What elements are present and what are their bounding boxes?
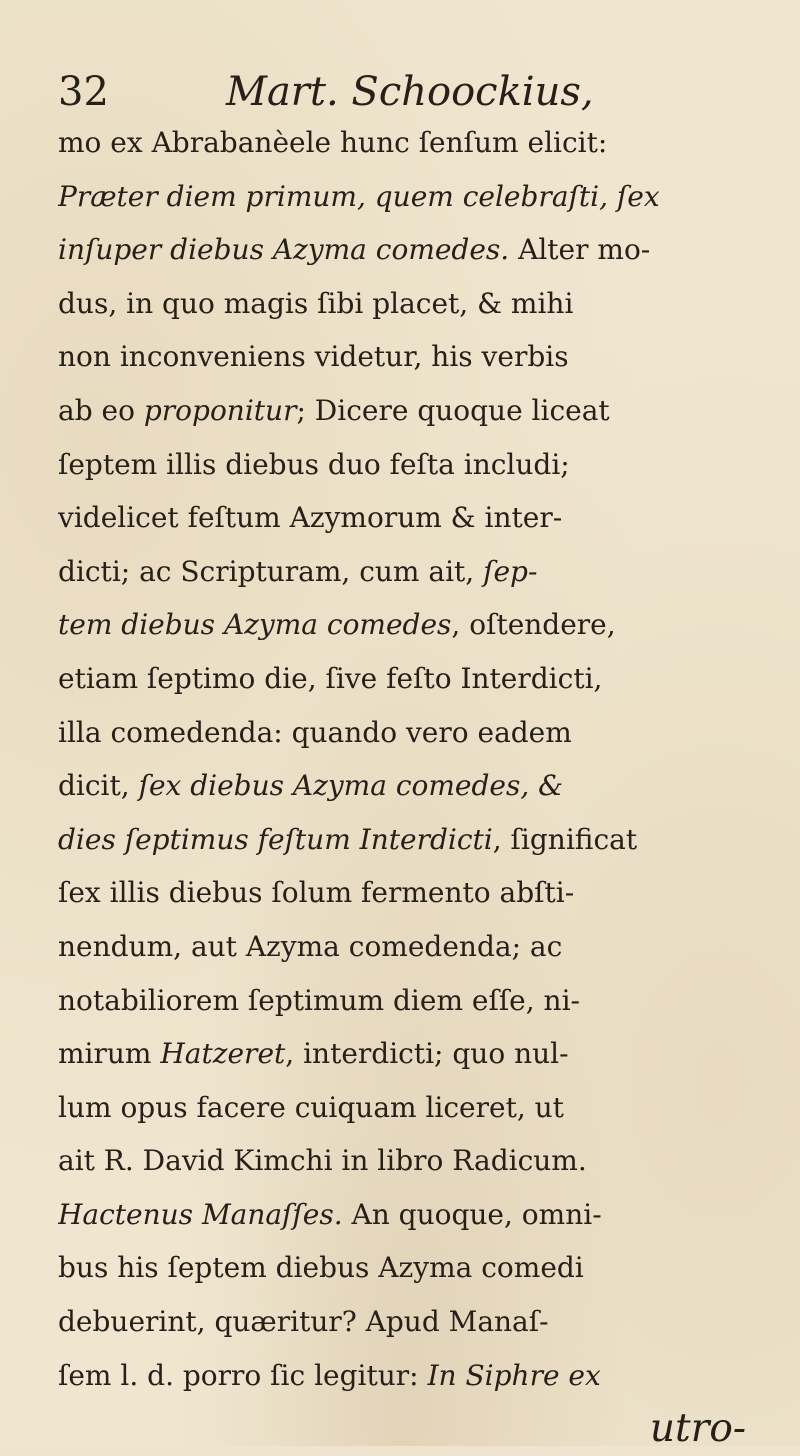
- italic-text: tem diebus Azyma comedes: [58, 608, 452, 642]
- italic-text: Hactenus Manaſſes.: [58, 1197, 343, 1231]
- italic-text: Hatzeret: [160, 1037, 286, 1071]
- roman-text: Alter mo-: [509, 233, 651, 267]
- roman-text: lum opus facere cuiquam liceret, ut: [58, 1090, 564, 1124]
- text-line: [58, 1027, 758, 1081]
- page-header: [58, 62, 748, 122]
- text-line: [58, 170, 758, 224]
- text-line: [58, 277, 758, 331]
- text-line: [58, 652, 758, 706]
- italic-text: In Siphre ex: [427, 1358, 601, 1392]
- body-text: [58, 116, 758, 1456]
- text-line: [58, 223, 758, 277]
- roman-text: , oſtendere,: [451, 608, 616, 642]
- text-line: [58, 1081, 758, 1135]
- text-line: [58, 974, 758, 1028]
- roman-text: bus his ſeptem diebus Azyma comedi: [58, 1251, 584, 1285]
- roman-text: dus, in quo magis ſibi placet, & mihi: [58, 286, 574, 320]
- text-line: [58, 1241, 758, 1295]
- roman-text: ab eo: [58, 393, 144, 427]
- text-line: [58, 920, 758, 974]
- roman-text: ait R. David Kimchi in libro Radicum.: [58, 1144, 587, 1178]
- roman-text: ſeptem illis diebus duo feſta includi;: [58, 447, 570, 481]
- text-line: [58, 759, 758, 813]
- page-number: 32: [58, 69, 109, 115]
- roman-text: debuerint, quæritur? Apud Manaſ-: [58, 1305, 549, 1339]
- text-line: [58, 545, 758, 599]
- text-line: [58, 1349, 758, 1403]
- roman-text: An quoque, omni-: [342, 1197, 602, 1231]
- text-line: [58, 1134, 758, 1188]
- roman-text: nendum, aut Azyma comedenda; ac: [58, 929, 563, 963]
- roman-text: ſem l. d. porro ſic legitur:: [58, 1358, 428, 1392]
- text-line: [58, 116, 758, 170]
- roman-text: mirum: [58, 1037, 161, 1071]
- text-line: [58, 384, 758, 438]
- roman-text: notabiliorem ſeptimum diem eſſe, ni-: [58, 983, 581, 1017]
- roman-text: dicti; ac Scripturam, cum ait,: [58, 554, 484, 588]
- text-line: [58, 491, 758, 545]
- text-line: [58, 598, 758, 652]
- italic-text: inſuper diebus Azyma comedes.: [58, 233, 510, 267]
- roman-text: mo ex Abrabanèele hunc ſenſum elicit:: [58, 126, 608, 159]
- italic-text: proponitur: [143, 393, 297, 427]
- catchword: utro-: [649, 1406, 746, 1452]
- text-line: [58, 1188, 758, 1242]
- roman-text: dicit,: [58, 769, 139, 803]
- text-line: [58, 866, 758, 920]
- roman-text: etiam ſeptimo die, ſive feſto Interdicti,: [58, 661, 603, 695]
- italic-text: ſex diebus Azyma comedes, &: [138, 769, 564, 803]
- roman-text: , ſignificat: [492, 822, 638, 856]
- italic-text: ſep-: [483, 554, 538, 588]
- roman-text: non inconveniens videtur, his verbis: [58, 340, 569, 374]
- text-line: [58, 706, 758, 760]
- text-line: [58, 438, 758, 492]
- roman-text: illa comedenda: quando vero eadem: [58, 715, 572, 749]
- text-line: [58, 330, 758, 384]
- italic-text: dies ſeptimus feſtum Interdicti: [58, 822, 493, 856]
- text-line: [58, 1295, 758, 1349]
- running-head: Mart. Schoockius,: [226, 69, 594, 115]
- roman-text: videlicet feſtum Azymorum & inter-: [58, 501, 563, 535]
- italic-text: Præter diem primum, quem celebraſti, ſex: [58, 179, 660, 213]
- roman-text: ſex illis diebus ſolum fermento abſti-: [58, 876, 575, 910]
- text-line: [58, 813, 758, 867]
- roman-text: ; Dicere quoque liceat: [296, 393, 610, 427]
- roman-text: , interdicti; quo nul-: [285, 1037, 569, 1071]
